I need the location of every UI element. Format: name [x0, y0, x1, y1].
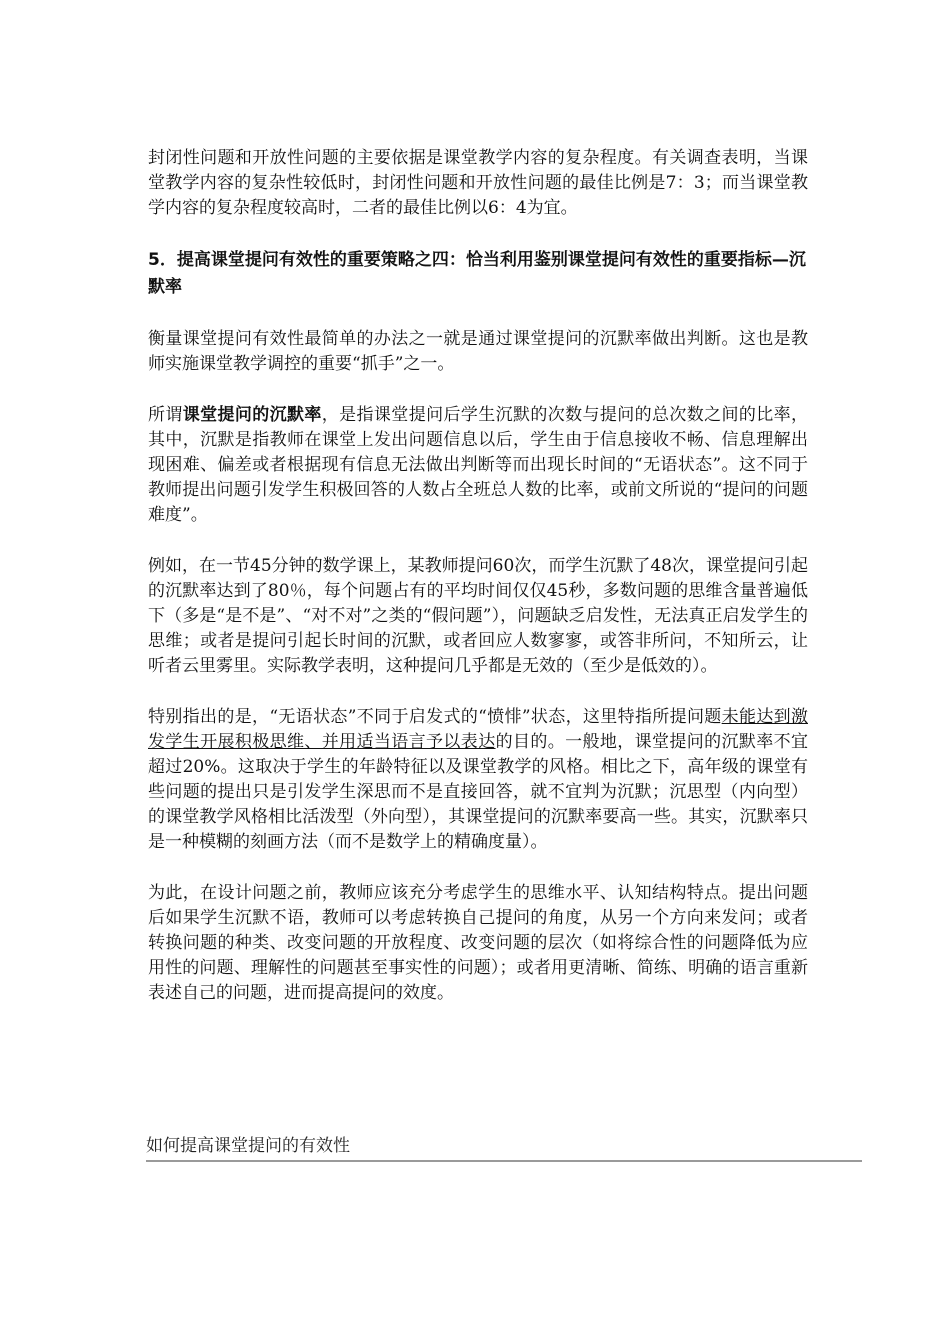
page-footer	[146, 1134, 862, 1162]
paragraph-conclusion: 为此，在设计问题之前，教师应该充分考虑学生的思维水平、认知结构特点。提出问题后如果学生沉默不语，教师可以考虑转换自己提问的角度，从另一个方向来发问；或者转换问题的种类、改变问题的开放程度、改变问题的层次（如将综合性的问题降低为应用性的问题、理解性的问题甚至事实性的问题）；或者用更清晰、简练、明确的语言重新表述自己的问题，进而提高提问的效度。	[148, 883, 808, 1003]
paragraph-note	[148, 705, 808, 855]
paragraph-example: 例如，在一节45分钟的数学课上，某教师提问60次，而学生沉默了48次，课堂提问引起的沉默率达到了80％，每个问题占有的平均时间仅仅45秒，多数问题的思维含量普遍低下（多是“是不是”、“对不对”之类的“假问题”），问题缺乏启发性，无法真正启发学生的思维；或者是提问引起长时间的沉默，或者回应人数寥寥，或答非所问，不知所云，让听者云里雾里。实际教学表明，这种提问几乎都是无效的（至少是低效的）。	[148, 556, 808, 676]
document-body	[148, 146, 808, 1006]
paragraph-intro: 封闭性问题和开放性问题的主要依据是课堂教学内容的复杂程度。有关调查表明，当课堂教学内容的复杂性较低时，封闭性问题和开放性问题的最佳比例是7：3；而当课堂教学内容的复杂程度较高时，二者的最佳比例以6：4为宜。	[148, 148, 808, 218]
footer-title: 如何提高课堂提问的有效性	[146, 1136, 350, 1156]
paragraph-measure: 衡量课堂提问有效性最简单的办法之一就是通过课堂提问的沉默率做出判断。这也是教师实施课堂教学调控的重要“抓手”之一。	[148, 329, 808, 374]
note-body: 的目的。一般地，课堂提问的沉默率不宜超过20%。这取决于学生的年龄特征以及课堂教学的风格。相比之下，高年级的课堂有些问题的提出只是引发学生深思而不是直接回答，就不宜判为沉默；沉思型（内向型）的课堂教学风格相比活泼型（外向型），其课堂提问的沉默率要高一些。其实，沉默率只是一种模糊的刻画方法（而不是数学上的精确度量）。	[148, 732, 809, 852]
definition-prefix: 所谓	[148, 405, 183, 425]
note-prefix: 特别指出的是，“无语状态”不同于启发式的“愤悱”状态，这里特指所提问题	[148, 707, 722, 727]
note-underlined-phrase: 未能达到激发学生开展积极思维、并用适当语言予以表达	[148, 707, 808, 752]
section-heading-5: 5．提高课堂提问有效性的重要策略之四：恰当利用鉴别课堂提问有效性的重要指标—沉默率	[148, 250, 806, 297]
paragraph-definition	[148, 403, 808, 528]
definition-term: 课堂提问的沉默率	[182, 405, 322, 425]
footer-divider	[146, 1160, 862, 1162]
definition-body: ，是指课堂提问后学生沉默的次数与提问的总次数之间的比率，其中，沉默是指教师在课堂上发出问题信息以后，学生由于信息接收不畅、信息理解出现困难、偏差或者根据现有信息无法做出判断等而出现长时间的“无语状态”。这不同于教师提出问题引发学生积极回答的人数占全班总人数的比率，或前文所说的“提问的问题难度”。	[148, 405, 809, 525]
